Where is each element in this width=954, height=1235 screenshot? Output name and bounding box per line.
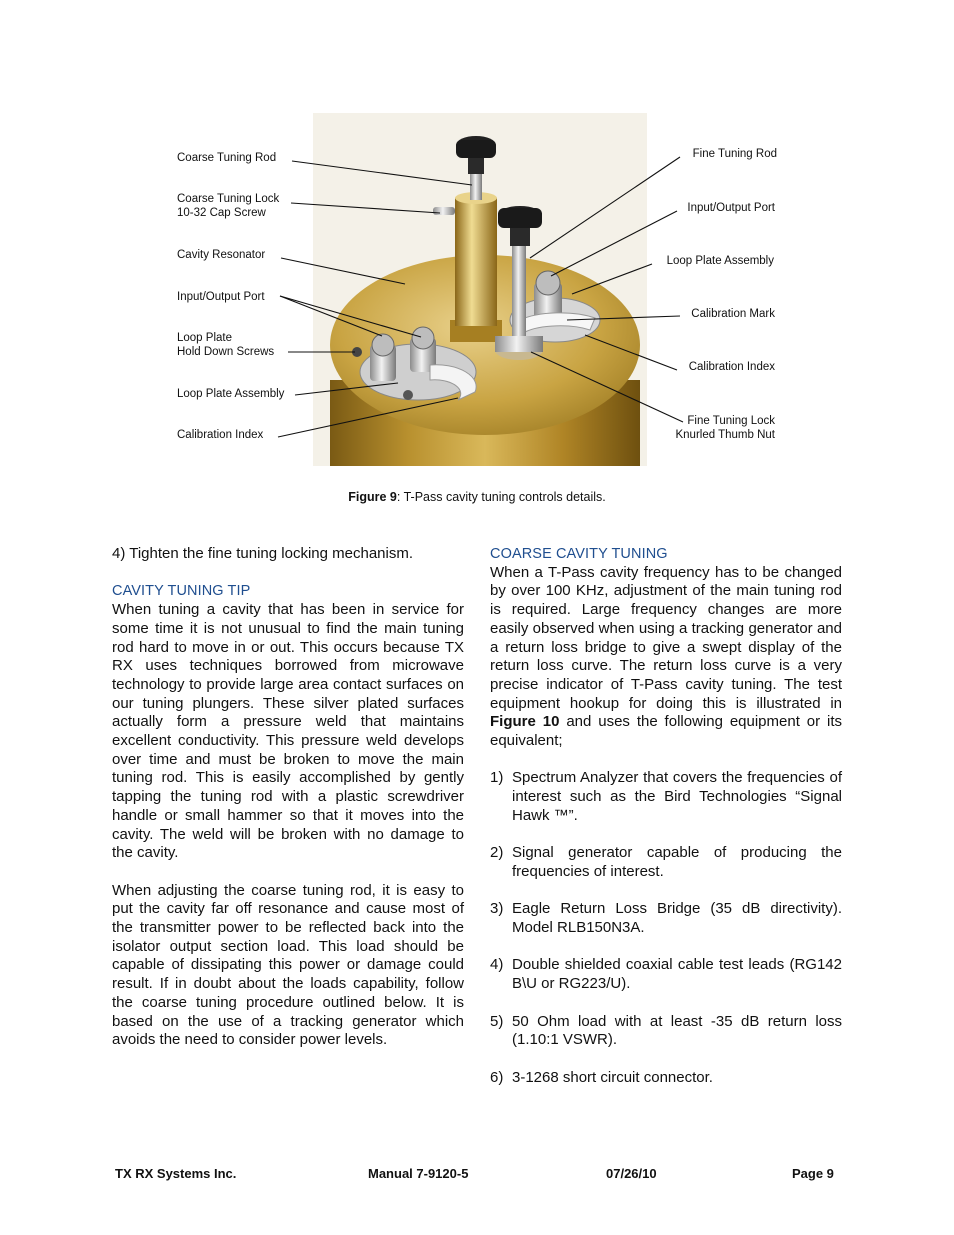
tip-paragraph-2: When adjusting the coarse tuning rod, it is easy to put the cavity far off resonance and cause most of the transmitter power to be reflected back into the isolator output section load. This load should be capable of dissipating this power or damage could result. If in doubt about the loads capability, follow the coarse tuning procedure outlined below. It is based on the use of a tracking generator which avoids the need to consider power levels. <box>112 881 464 1049</box>
coarse-tuning-intro <box>490 564 842 751</box>
callout-input-output-port-left: Input/Output Port <box>177 291 265 303</box>
callout-line: Hold Down Screws <box>177 346 275 358</box>
item-text: 50 Ohm load with at least -35 dB return loss (1.10:1 VSWR). <box>512 1012 842 1049</box>
item-number: 1) <box>490 769 504 787</box>
figure-10-reference: Figure 10 <box>490 713 560 731</box>
intro-text-end: and uses the following equipment or its equivalent; <box>490 713 842 750</box>
item-number: 2) <box>490 844 504 862</box>
equipment-item <box>490 956 842 993</box>
callout-loop-plate-hold-down <box>177 331 274 359</box>
step-4: 4) Tighten the fine tuning locking mechanism. <box>112 545 414 562</box>
equipment-item <box>490 844 842 881</box>
figure-caption <box>0 490 954 504</box>
figure-9 <box>0 0 954 520</box>
tip-paragraph-1: When tuning a cavity that has been in service for some time it is not unusual to find the main tuning rod hard to move in or out. This occurs because TX RX uses techniques borrowed from microwave technology to provide large area contact surfaces on our tuning plungers. These silver plated surfaces actually form a pressure weld that maintains excellent conductivity. This pressure weld develops over time and must be broken to move the main tuning rod. This is easily accomplished by gently tapping the tuning rod with a plastic screwdriver handle or small hammer so that it moves into the cavity. The weld will be broken with no damage to the cavity. <box>112 601 464 862</box>
caption-label: Figure 9 <box>348 490 397 504</box>
callout-line: Coarse Tuning Lock <box>177 193 280 205</box>
caption-text: : T-Pass cavity tuning controls details. <box>396 490 606 504</box>
right-column <box>490 545 842 1087</box>
item-text: Spectrum Analyzer that covers the frequencies of interest such as the Bird Technologies “Signal Hawk ™”. <box>512 769 842 824</box>
callout-calibration-mark: Calibration Mark <box>691 308 775 320</box>
callout-loop-plate-assembly-right: Loop Plate Assembly <box>666 255 774 267</box>
callout-cavity-resonator: Cavity Resonator <box>177 249 266 261</box>
item-number: 5) <box>490 1012 504 1030</box>
callout-fine-tuning-rod: Fine Tuning Rod <box>692 148 777 160</box>
callout-calibration-index-left: Calibration Index <box>177 429 264 441</box>
intro-text: When a T-Pass cavity frequency has to be changed by over 100 KHz, adjustment of the main tuning rod is required. Large frequency changes are more easily observed when using a tracking generator and a return loss bridge to give a swept display of the return loss curve. The return loss curve is a very precise indicator of T-Pass cavity tuning. The test equipment hookup for doing this is illustrated in <box>490 563 842 712</box>
callout-coarse-tuning-lock <box>177 192 279 220</box>
item-text: 3-1268 short circuit connector. <box>512 1068 713 1086</box>
footer-page: Page 9 <box>792 1166 834 1181</box>
item-number: 6) <box>490 1068 504 1086</box>
callout-input-output-port-right: Input/Output Port <box>687 202 775 214</box>
equipment-item <box>490 1069 842 1088</box>
cavity-tuning-tip-heading: CAVITY TUNING TIP <box>112 583 251 600</box>
equipment-item <box>490 769 842 825</box>
item-text: Eagle Return Loss Bridge (35 dB directivity). Model RLB150N3A. <box>512 900 842 937</box>
coarse-cavity-tuning-heading: COARSE CAVITY TUNING <box>490 546 668 562</box>
callout-loop-plate-assembly-left: Loop Plate Assembly <box>177 388 285 400</box>
item-number: 4) <box>490 956 504 974</box>
callout-fine-tuning-lock <box>600 414 775 442</box>
item-text: Signal generator capable of producing the frequencies of interest. <box>512 844 842 880</box>
callout-line: 10-32 Cap Screw <box>177 207 266 219</box>
footer-company: TX RX Systems Inc. <box>115 1166 237 1181</box>
equipment-item <box>490 900 842 937</box>
footer-date: 07/26/10 <box>606 1166 657 1181</box>
footer-manual: Manual 7-9120-5 <box>368 1166 469 1181</box>
item-text: Double shielded coaxial cable test leads (RG142 B\U or RG223/U). <box>512 956 842 993</box>
callout-coarse-tuning-rod: Coarse Tuning Rod <box>177 152 277 164</box>
callout-line: Loop Plate <box>177 332 232 344</box>
item-number: 3) <box>490 900 504 918</box>
callout-line: Knurled Thumb Nut <box>675 429 775 441</box>
callout-calibration-index-right: Calibration Index <box>688 361 775 373</box>
cavity-illustration <box>0 0 954 520</box>
equipment-item <box>490 1013 842 1050</box>
callout-line: Fine Tuning Lock <box>687 415 775 427</box>
left-column <box>112 545 464 1050</box>
